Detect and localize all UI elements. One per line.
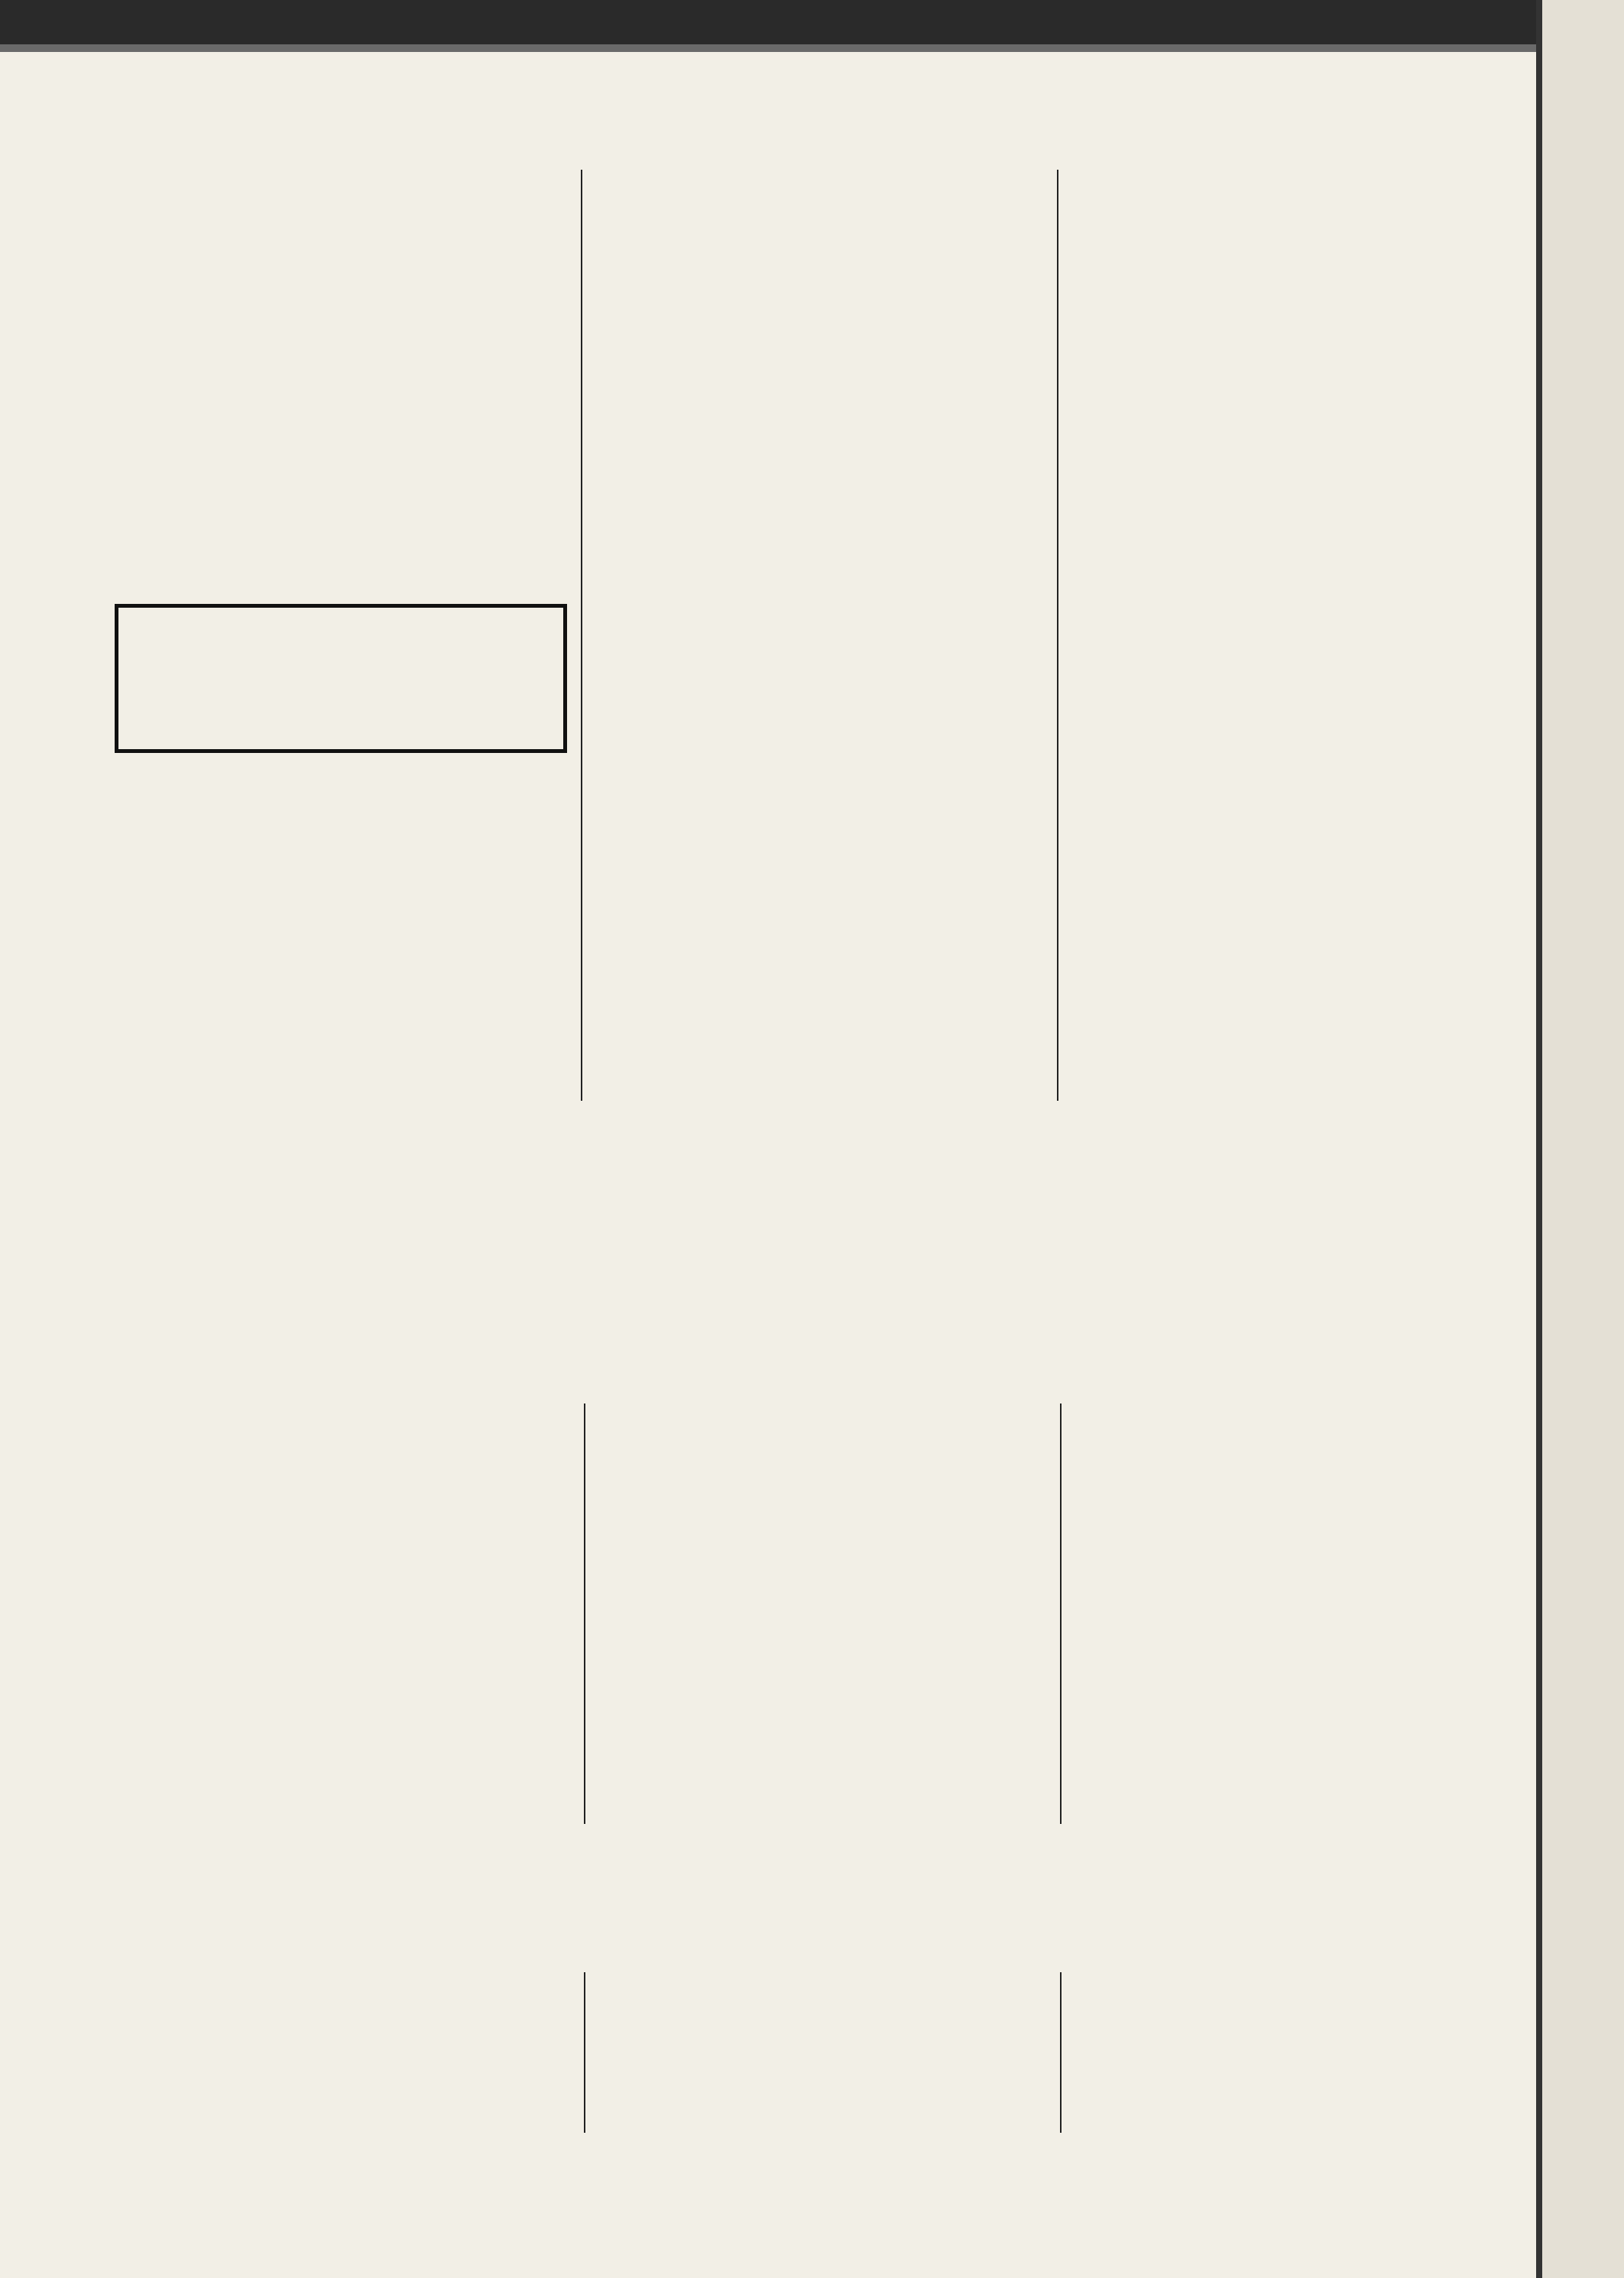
adjacent-page-edge	[1536, 0, 1624, 2278]
column-divider	[584, 1972, 585, 2133]
column-divider	[584, 1403, 585, 1824]
scan-top-border	[0, 0, 1624, 44]
page-header	[115, 112, 1517, 150]
column-divider	[1060, 1972, 1062, 2133]
scan-top-border-inner	[0, 44, 1624, 52]
column-divider	[1057, 170, 1058, 1101]
advertisement-schindler	[115, 604, 567, 753]
column-divider	[581, 170, 582, 1101]
column-divider	[1060, 1403, 1062, 1824]
